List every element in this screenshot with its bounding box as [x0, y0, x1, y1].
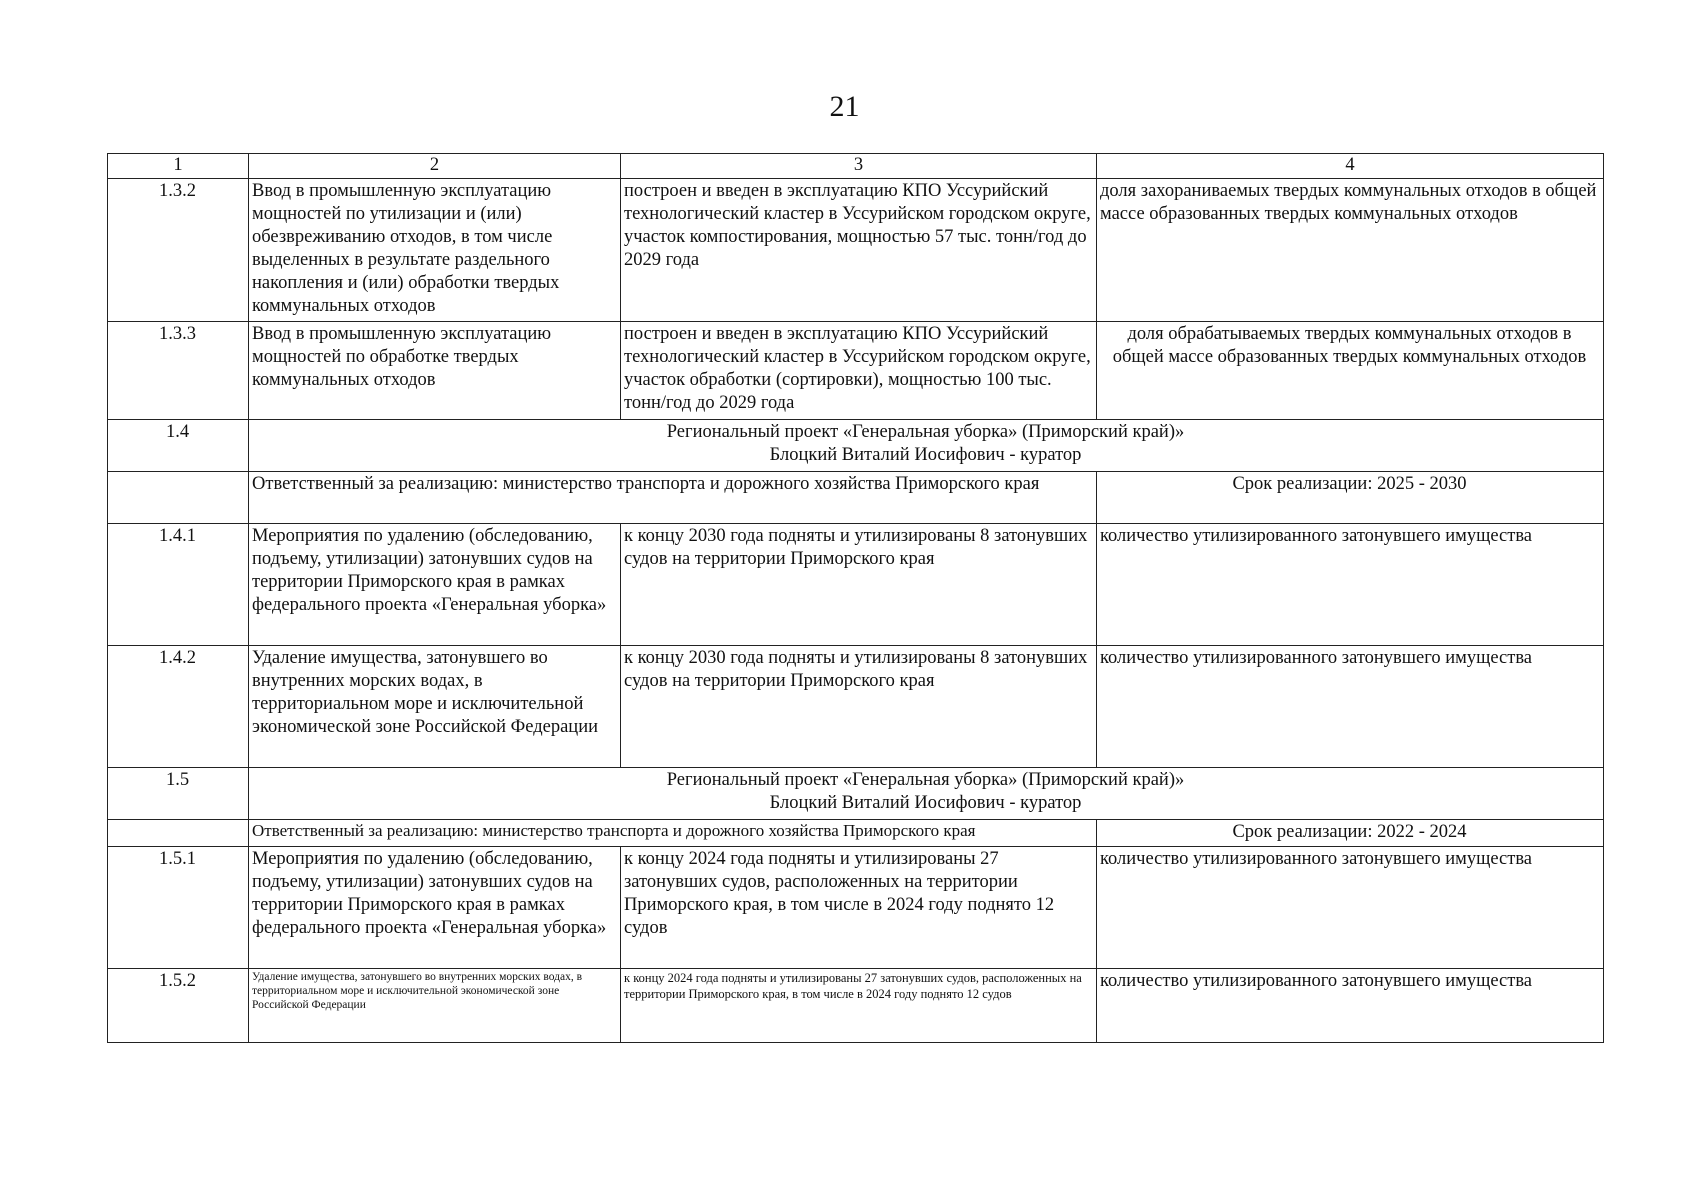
measure-cell: Удаление имущества, затонувшего во внутренних морских водах, в территориальном море и исключительной экономической зоне Российской Федерации — [249, 646, 621, 768]
empty-cell — [108, 472, 249, 524]
table-row — [108, 969, 1604, 1043]
indicator-cell: количество утилизированного затонувшего имущества — [1097, 646, 1604, 768]
project-row — [108, 768, 1604, 820]
indicator-cell: количество утилизированного затонувшего имущества — [1097, 847, 1604, 969]
project-title: Региональный проект «Генеральная уборка» (Приморский край)» — [666, 422, 1185, 442]
row-number: 1.4.2 — [108, 646, 249, 768]
responsible-row — [108, 472, 1604, 524]
project-curator: Блоцкий Виталий Иосифович - куратор — [769, 445, 1082, 465]
header-col-4: 4 — [1097, 154, 1604, 179]
result-cell: к концу 2024 года подняты и утилизированы 27 затонувших судов, расположенных на территории Приморского края, в том числе в 2024 году поднято 12 судов — [621, 969, 1097, 1043]
header-col-3: 3 — [621, 154, 1097, 179]
indicator-cell: количество утилизированного затонувшего имущества — [1097, 969, 1604, 1043]
responsible-cell: Ответственный за реализацию: министерство транспорта и дорожного хозяйства Приморского края — [249, 472, 1097, 524]
row-number: 1.3.2 — [108, 179, 249, 322]
result-cell: построен и введен в эксплуатацию КПО Уссурийский технологический кластер в Уссурийском городском округе, участок компостирования, мощностью 57 тыс. тонн/год до 2029 года — [621, 179, 1097, 322]
project-cell — [249, 768, 1604, 820]
measure-cell: Мероприятия по удалению (обследованию, подъему, утилизации) затонувших судов на территории Приморского края в рамках федерального проекта «Генеральная уборка» — [249, 524, 621, 646]
measure-cell: Удаление имущества, затонувшего во внутренних морских водах, в территориальном море и исключительной экономической зоне Российской Федерации — [249, 969, 621, 1043]
table-row — [108, 847, 1604, 969]
header-col-1: 1 — [108, 154, 249, 179]
row-number: 1.5 — [108, 768, 249, 820]
term-cell: Срок реализации: 2025 - 2030 — [1097, 472, 1604, 524]
row-number: 1.5.1 — [108, 847, 249, 969]
page-number: 21 — [829, 90, 860, 123]
row-number: 1.3.3 — [108, 322, 249, 420]
result-cell: к концу 2024 года подняты и утилизированы 27 затонувших судов, расположенных на территории Приморского края, в том числе в 2024 году поднято 12 судов — [621, 847, 1097, 969]
row-number: 1.4.1 — [108, 524, 249, 646]
row-number: 1.4 — [108, 420, 249, 472]
responsible-row — [108, 820, 1604, 847]
indicator-cell: доля обрабатываемых твердых коммунальных отходов в общей массе образованных твердых коммунальных отходов — [1097, 322, 1604, 420]
indicator-cell: количество утилизированного затонувшего имущества — [1097, 524, 1604, 646]
project-title: Региональный проект «Генеральная уборка» (Приморский край)» — [666, 770, 1185, 790]
measures-table — [107, 153, 1604, 1043]
table-row — [108, 322, 1604, 420]
table-row — [108, 524, 1604, 646]
result-cell: построен и введен в эксплуатацию КПО Уссурийский технологический кластер в Уссурийском городском округе, участок обработки (сортировки), мощностью 100 тыс. тонн/год до 2029 года — [621, 322, 1097, 420]
measure-cell: Ввод в промышленную эксплуатацию мощностей по обработке твердых коммунальных отходов — [249, 322, 621, 420]
table-row — [108, 179, 1604, 322]
row-number: 1.5.2 — [108, 969, 249, 1043]
result-cell: к концу 2030 года подняты и утилизированы 8 затонувших судов на территории Приморского края — [621, 646, 1097, 768]
responsible-cell: Ответственный за реализацию: министерство транспорта и дорожного хозяйства Приморского края — [249, 820, 1097, 847]
project-row — [108, 420, 1604, 472]
term-cell: Срок реализации: 2022 - 2024 — [1097, 820, 1604, 847]
table-row — [108, 646, 1604, 768]
table-header-row — [108, 154, 1604, 179]
indicator-cell: доля захораниваемых твердых коммунальных отходов в общей массе образованных твердых коммунальных отходов — [1097, 179, 1604, 322]
result-cell: к концу 2030 года подняты и утилизированы 8 затонувших судов на территории Приморского края — [621, 524, 1097, 646]
project-cell — [249, 420, 1604, 472]
empty-cell — [108, 820, 249, 847]
header-col-2: 2 — [249, 154, 621, 179]
measure-cell: Ввод в промышленную эксплуатацию мощностей по утилизации и (или) обезвреживанию отходов, в том числе выделенных в результате раздельного накопления и (или) обработки твердых коммунальных отходов — [249, 179, 621, 322]
measure-cell: Мероприятия по удалению (обследованию, подъему, утилизации) затонувших судов на территории Приморского края в рамках федерального проекта «Генеральная уборка» — [249, 847, 621, 969]
project-curator: Блоцкий Виталий Иосифович - куратор — [769, 793, 1082, 813]
